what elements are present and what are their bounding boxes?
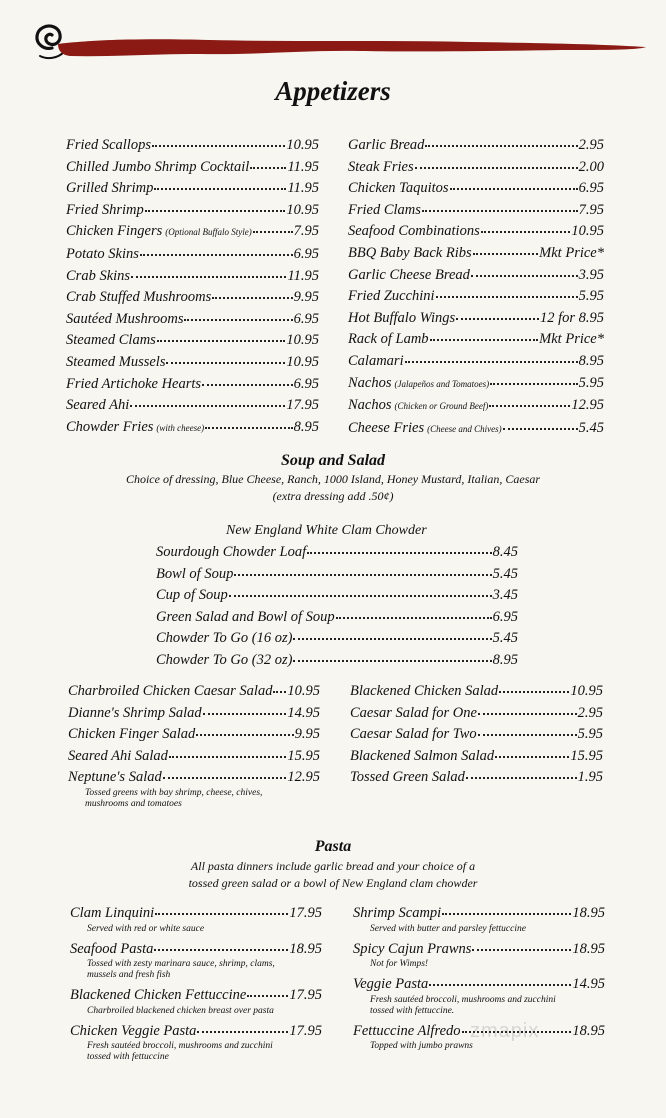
leader-dots	[205, 414, 292, 429]
leader-dots	[203, 700, 287, 715]
menu-item	[68, 723, 320, 745]
menu-item-name: Nachos	[348, 374, 392, 391]
leader-dots	[212, 284, 292, 299]
menu-item-name: Crab Stuffed Mushrooms	[66, 289, 212, 306]
menu-item-name: Clam Linquini	[70, 905, 155, 921]
leader-dots	[478, 721, 577, 736]
menu-item	[156, 541, 518, 563]
leader-dots	[415, 154, 578, 169]
menu-item-name: Cup of Soup	[156, 587, 228, 604]
menu-item-name: Blackened Chicken Salad	[350, 683, 499, 699]
menu-item	[68, 702, 320, 724]
menu-item-price: 11.95	[287, 158, 319, 175]
menu-item	[348, 242, 604, 264]
leader-dots	[250, 154, 286, 169]
menu-item-description: Served with butter and parsley fettuccine	[370, 923, 526, 934]
menu-item	[348, 417, 604, 440]
menu-item-price: 8.95	[578, 352, 604, 369]
menu-item-description: Topped with jumbo prawns	[370, 1041, 473, 1052]
leader-dots	[166, 349, 285, 364]
menu-item-name: Bowl of Soup	[156, 565, 234, 582]
menu-item-price: 8.95	[492, 651, 518, 668]
menu-item-description: Fresh sautéed broccoli, mushrooms and zucchini tossed with fettuccine.	[370, 994, 556, 1016]
leader-dots	[152, 132, 285, 147]
menu-item-price: 5.45	[492, 630, 518, 647]
menu-item	[156, 649, 518, 671]
menu-item-description: Tossed with zesty marinara sauce, shrimp, clams, mussels and fresh fish	[87, 959, 275, 981]
menu-item-name: Tossed Green Salad	[350, 769, 465, 786]
leader-dots	[155, 900, 288, 915]
menu-item-price: 2.00	[578, 158, 604, 175]
menu-item	[348, 394, 604, 417]
menu-item-name: Seared Ahi Salad	[68, 747, 168, 764]
leader-dots	[466, 764, 577, 779]
menu-item-name: Caesar Salad for One	[350, 704, 477, 721]
menu-item-price: 17.95	[286, 397, 319, 414]
menu-item-price: 12.95	[571, 397, 604, 414]
leader-dots	[450, 175, 578, 190]
leader-dots	[154, 175, 286, 190]
menu-item	[348, 199, 604, 221]
menu-item-price: 14.95	[572, 976, 605, 993]
menu-item-price: 17.95	[289, 905, 322, 921]
leader-dots	[499, 678, 569, 693]
menu-item-price: 10.95	[287, 683, 320, 699]
menu-item	[348, 372, 604, 395]
leader-dots	[436, 283, 578, 298]
menu-item-price: 18.95	[572, 940, 605, 957]
menu-item	[348, 264, 604, 286]
menu-item	[156, 606, 518, 628]
menu-item-name: Cheese Fries	[348, 419, 425, 436]
menu-item-price: 6.95	[293, 375, 319, 392]
menu-item	[66, 373, 319, 395]
menu-item	[70, 902, 322, 924]
leader-dots	[273, 678, 286, 693]
menu-item-price: 11.95	[287, 267, 319, 284]
menu-item	[348, 350, 604, 372]
menu-item-name: Fried Clams	[348, 201, 421, 218]
menu-item-name: Neptune's Salad	[68, 769, 162, 786]
menu-item-name: Potato Skins	[66, 245, 139, 262]
menu-item	[66, 243, 319, 265]
menu-item-price: 10.95	[570, 683, 603, 699]
appetizers-title: Appetizers	[275, 76, 391, 106]
leader-dots	[336, 604, 492, 619]
red-brush-icon	[58, 39, 646, 56]
menu-item-name: Steak Fries	[348, 158, 414, 175]
menu-item-description: Tossed greens with bay shrimp, cheese, chives, mushrooms and tomatoes	[85, 787, 263, 809]
leader-dots	[489, 392, 570, 407]
menu-item	[350, 766, 603, 788]
menu-item	[68, 766, 320, 788]
leader-dots	[229, 582, 492, 597]
leader-dots	[253, 218, 293, 233]
leader-dots	[184, 306, 292, 321]
leader-dots	[154, 936, 288, 951]
menu-item-name: Seared Ahi	[66, 397, 130, 414]
menu-item-price: 5.95	[578, 288, 604, 305]
menu-item-price: 17.95	[289, 1022, 322, 1039]
menu-item-name: Rack of Lamb	[348, 331, 429, 348]
menu-item	[350, 702, 603, 724]
menu-item-name: Calamari	[348, 352, 404, 369]
menu-item-price: 17.95	[289, 987, 322, 1004]
leader-dots	[472, 936, 571, 951]
menu-item	[348, 328, 604, 350]
menu-item	[348, 220, 604, 242]
leader-dots	[442, 900, 571, 915]
menu-item-price: 7.95	[293, 223, 319, 240]
menu-item-name: Sourdough Chowder Loaf	[156, 544, 307, 560]
extra-dressing-note: (extra dressing add .50¢)	[272, 489, 394, 503]
menu-item-name: Nachos	[348, 397, 392, 414]
leader-dots	[131, 263, 286, 278]
menu-item-name: Blackened Chicken Fettuccine	[70, 987, 247, 1004]
pasta-title: Pasta	[314, 838, 352, 855]
menu-item-description: Charbroiled blackened chicken breast over pasta	[87, 1005, 274, 1016]
menu-item-name: Fried Zucchini	[348, 288, 435, 305]
menu-item-price: 11.95	[287, 180, 319, 197]
menu-item-name: Fried Shrimp	[66, 201, 144, 218]
leader-dots	[471, 262, 578, 277]
menu-item-name: Chicken Finger Salad	[68, 726, 196, 743]
leader-dots	[490, 370, 577, 385]
leader-dots	[481, 218, 571, 233]
leader-dots	[130, 392, 285, 407]
appetizers-left-column	[66, 134, 319, 438]
menu-item-note: (Cheese and Chives)	[427, 423, 502, 434]
menu-item-description: Fresh sautéed broccoli, mushrooms and zucchini tossed with fettuccine	[87, 1041, 273, 1063]
menu-item-price: 6.95	[492, 608, 518, 625]
leader-dots	[503, 415, 578, 430]
header-brush-stroke	[0, 0, 666, 80]
menu-item	[353, 938, 605, 960]
menu-item-price: 2.95	[577, 704, 603, 721]
menu-item-price: 10.95	[286, 137, 319, 153]
menu-item-price: Mkt Price*	[539, 244, 604, 261]
menu-item-name: Crab Skins	[66, 267, 131, 284]
leader-dots	[163, 764, 287, 779]
menu-item-note: (Optional Buffalo Style)	[165, 227, 252, 238]
menu-item	[353, 902, 605, 924]
menu-item	[66, 308, 319, 330]
menu-item-name: Chicken Fingers	[66, 223, 163, 240]
chowder-list	[156, 541, 518, 671]
menu-item-name: Steamed Clams	[66, 332, 156, 349]
menu-item	[66, 351, 319, 373]
menu-item-price: 9.95	[294, 726, 320, 743]
menu-item	[350, 723, 603, 745]
menu-item	[156, 563, 518, 585]
menu-item-description: Not for Wimps!	[370, 959, 429, 970]
menu-item	[66, 329, 319, 351]
menu-item-name: Charbroiled Chicken Caesar Salad	[68, 683, 273, 699]
menu-item-name: Chowder To Go (16 oz)	[156, 630, 293, 647]
menu-item-note: (with cheese)	[156, 422, 205, 433]
menu-item-price: 3.45	[492, 587, 518, 604]
menu-item-name: Steamed Mussels	[66, 353, 166, 370]
menu-item-price: 15.95	[570, 747, 603, 764]
menu-item	[66, 134, 319, 156]
menu-item-name: Garlic Cheese Bread	[348, 266, 470, 283]
appetizers-right-column	[348, 134, 604, 439]
menu-item-name: Garlic Bread	[348, 137, 425, 153]
menu-item	[66, 156, 319, 178]
menu-item-name: Seafood Pasta	[70, 940, 154, 957]
leader-dots	[197, 1018, 288, 1033]
leader-dots	[169, 743, 286, 758]
leader-dots	[202, 371, 293, 386]
leader-dots	[157, 327, 286, 342]
menu-item-name: Fried Scallops	[66, 137, 151, 153]
leader-dots	[234, 561, 491, 576]
menu-item-name: Hot Buffalo Wings	[348, 309, 456, 326]
menu-item-price: 18.95	[572, 1022, 605, 1039]
menu-item-price: 5.45	[578, 419, 604, 436]
menu-item-price: 5.95	[577, 726, 603, 743]
menu-item-price: 2.95	[578, 137, 604, 153]
menu-item	[350, 745, 603, 767]
menu-item	[348, 156, 604, 178]
leader-dots	[140, 241, 293, 256]
menu-item-name: Chilled Jumbo Shrimp Cocktail	[66, 158, 250, 175]
menu-item-name: Shrimp Scampi	[353, 905, 442, 921]
menu-item-price: 6.95	[293, 310, 319, 327]
salad-right-column	[350, 680, 603, 788]
leader-dots	[429, 971, 571, 986]
leader-dots	[145, 197, 286, 212]
menu-item-name: Chowder Fries	[66, 418, 154, 435]
menu-item	[70, 938, 322, 960]
menu-item	[156, 627, 518, 649]
spiral-logo-icon	[37, 26, 64, 58]
menu-item	[70, 1020, 322, 1042]
leader-dots	[473, 240, 539, 255]
watermark: zmapix	[470, 1020, 540, 1042]
menu-item-price: 15.95	[287, 747, 320, 764]
leader-dots	[293, 625, 491, 640]
menu-item-price: 1.95	[577, 769, 603, 786]
menu-item	[68, 680, 320, 702]
menu-item	[348, 134, 604, 156]
menu-item	[66, 265, 319, 287]
menu-item	[156, 584, 518, 606]
menu-item	[350, 680, 603, 702]
menu-item-price: 9.95	[293, 289, 319, 306]
menu-item-name: Chowder To Go (32 oz)	[156, 651, 293, 668]
menu-item-price: 18.95	[289, 940, 322, 957]
menu-item-price: 6.95	[578, 180, 604, 197]
menu-item-price: Mkt Price*	[539, 331, 604, 348]
menu-item-price: 14.95	[287, 704, 320, 721]
leader-dots	[456, 305, 539, 320]
salad-left-column	[68, 680, 320, 813]
dressing-note: Choice of dressing, Blue Cheese, Ranch, 1000 Island, Honey Mustard, Italian, Caesar	[125, 472, 541, 486]
menu-item	[348, 307, 604, 329]
menu-item-name: Chicken Veggie Pasta	[70, 1022, 197, 1039]
menu-item-price: 18.95	[572, 905, 605, 921]
menu-item-description: Served with red or white sauce	[87, 923, 205, 934]
menu-item-name: Veggie Pasta	[353, 976, 429, 993]
menu-item	[66, 220, 319, 243]
menu-item	[348, 177, 604, 199]
menu-item-price: 10.95	[571, 223, 604, 240]
menu-item	[66, 177, 319, 199]
menu-item	[66, 394, 319, 416]
menu-item	[70, 984, 322, 1006]
pasta-note-line2: tossed green salad or a bowl of New England clam chowder	[188, 876, 478, 890]
menu-item	[353, 973, 605, 995]
menu-item-name: BBQ Baby Back Ribs	[348, 244, 472, 261]
leader-dots	[293, 647, 491, 662]
menu-item-price: 8.45	[492, 544, 518, 560]
menu-item	[68, 745, 320, 767]
menu-item-price: 5.95	[578, 374, 604, 391]
menu-item-note: (Jalapeños and Tomatoes)	[394, 378, 490, 389]
menu-item-name: Fettuccine Alfredo	[353, 1022, 461, 1039]
menu-item-name: Chicken Taquitos	[348, 180, 449, 197]
leader-dots	[430, 326, 539, 341]
menu-item-name: Fried Artichoke Hearts	[66, 375, 202, 392]
menu-item	[348, 285, 604, 307]
menu-item-name: Caesar Salad for Two	[350, 726, 477, 743]
soup-salad-title: Soup and Salad	[280, 452, 386, 469]
menu-item	[66, 199, 319, 221]
menu-item-price: 7.95	[578, 201, 604, 218]
menu-item-price: 10.95	[286, 353, 319, 370]
menu-item-name: Green Salad and Bowl of Soup	[156, 608, 335, 625]
pasta-left-column	[70, 902, 322, 1066]
leader-dots	[307, 539, 492, 554]
menu-item-price: 8.95	[293, 418, 319, 435]
pasta-note-line1: All pasta dinners include garlic bread and your choice of a	[190, 859, 476, 873]
leader-dots	[422, 197, 578, 212]
menu-item-price: 6.95	[293, 245, 319, 262]
leader-dots	[425, 132, 577, 147]
menu-item-name: Sautéed Mushrooms	[66, 310, 184, 327]
leader-dots	[405, 348, 578, 363]
menu-item-name: Blackened Salmon Salad	[350, 747, 495, 764]
menu-item-note: (Chicken or Ground Beef)	[394, 401, 489, 412]
menu-item-name: Grilled Shrimp	[66, 180, 154, 197]
menu-item-name: Seafood Combinations	[348, 223, 480, 240]
menu-item-price: 10.95	[286, 332, 319, 349]
menu-item	[66, 286, 319, 308]
leader-dots	[478, 700, 577, 715]
menu-item-price: 5.45	[492, 565, 518, 582]
leader-dots	[196, 721, 293, 736]
leader-dots	[247, 982, 288, 997]
menu-item	[66, 416, 319, 439]
leader-dots	[495, 743, 569, 758]
menu-item-price: 12 for 8.95	[539, 309, 604, 326]
menu-item-price: 3.95	[578, 266, 604, 283]
menu-item-price: 12.95	[287, 769, 320, 786]
menu-item-name: Spicy Cajun Prawns	[353, 940, 472, 957]
chowder-heading: New England White Clam Chowder	[226, 523, 427, 538]
menu-item-name: Dianne's Shrimp Salad	[68, 704, 202, 721]
menu-item-price: 10.95	[286, 201, 319, 218]
